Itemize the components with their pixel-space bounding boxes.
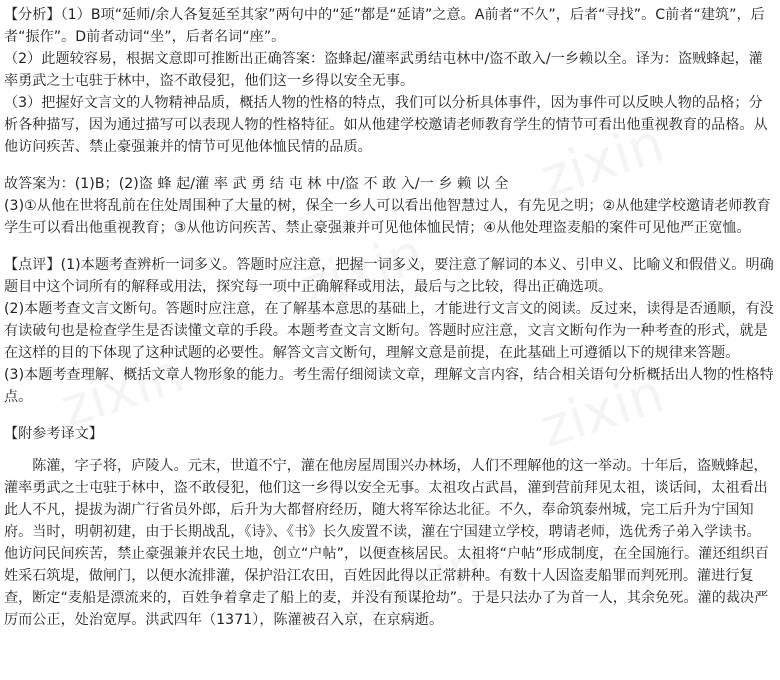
analysis-paragraph-1 (4, 4, 774, 48)
answer-line-1: 故答案为：(1)B；(2)盗 蜂 起/灌 率 武 勇 结 屯 林 中/盗 不 敢 入/一 乡 赖 以 全 (4, 176, 509, 192)
comment-section (4, 254, 774, 408)
analysis-text-1: （1）B项“延师/余人各复延至其家”两句中的“延”都是“延请”之意。A前者“不久”，后者“寻找”。C前者“建筑”，后者“振作”。D前者动词“坐”，后者名词“座”。 (4, 7, 765, 45)
translation-heading: 【附参考译文】 (4, 426, 104, 442)
translation-section (4, 423, 774, 631)
analysis-tag: 【分析】 (4, 7, 61, 23)
comment-paragraph-2: (2)本题考查文言文断句。答题时应注意，在了解基本意思的基础上，才能进行文言文的阅读。反过来，读得是否通顺，有没有读破句也是检查学生是否读懂文章的手段。本题考查文言文断句。答题时应注意，文言文断句作为一种考查的形式，就是在这样的目的下体现了这种试题的必要性。解答文言文断句，理解文意是前提，在此基础上可遵循以下的规律来答题。 (4, 301, 774, 361)
document-body (4, 0, 774, 631)
comment-paragraph-1 (4, 254, 774, 298)
analysis-paragraph-3: （3）把握好文言文的人物精神品质，概括人物的性格的特点，我们可以分析具体事件，因为事件可以反映人物的品格；分析各种描写，因为通过描写可以表现人物的性格特征。如从他建学校邀请老师教育学生的情节可看出他重视教育的品格。从他访问疾苦、禁止豪强兼并的情节可见他体恤民情的品质。 (4, 95, 768, 155)
translation-body: 陈灌，字子将，庐陵人。元末，世道不宁，灌在他房屋周围兴办林场，人们不理解他的这一举动。十年后，盗贼蜂起，灌率勇武之士屯驻于林中，盗不敢侵犯，他们这一乡得以安全无事。太祖攻占武昌，灌到营前拜见太祖，谈话间，太祖看出此人不凡，提拔为湖广行省员外郎，后升为大都督府经历，随大将军徐达北征。不久，奉命筑泰州城，完工后升为宁国知府。当时，明朝初建，由于长期战乱，《诗》、《书》长久废置不读，灌在宁国建立学校，聘请老师，选优秀子弟入学读书。他访问民间疾苦，禁止豪强兼并农民土地，创立“户帖”，以便查核居民。太祖将“户帖”形成制度，在全国施行。灌还组织百姓采石筑堤，做闸门，以便水流排灌，保护沿江农田，百姓因此得以正常耕种。有数十人因盗麦船罪而判死刑。灌进行复查，断定“麦船是漂流来的，百姓争着拿走了船上的麦，并没有预谋抢劫”。于是只法办了为首一人，其余免死。灌的裁决严厉而公正，处治宽厚。洪武四年（1371），陈灌被召入京，在京病逝。 (4, 458, 769, 628)
comment-tag: 【点评】 (4, 257, 61, 273)
comment-paragraph-3: (3)本题考查理解、概括文章人物形象的能力。考生需仔细阅读文章，理解文言内容，结合相关语句分析概括出人物的性格特点。 (4, 367, 774, 405)
answer-line-2: (3)①从他在世将乱前在住处周围种了大量的树，保全一乡人可以看出他智慧过人，有先见之明；②从他建学校邀请老师教育学生可以看出他重视教育；③从他访问疾苦、禁止豪强兼并可见他体恤民情；④从他处理盗麦船的案件可见他严正宽恤。 (4, 198, 771, 236)
analysis-paragraph-2: （2）此题较容易，根据文意即可推断出正确答案：盗蜂起/灌率武勇结屯林中/盗不敢入/一乡赖以全。译为：盗贼蜂起，灌率勇武之士屯驻于林中，盗不敢侵犯，他们这一乡得以安全无事。 (4, 51, 763, 89)
analysis-section (4, 4, 774, 158)
comment-text-1: (1)本题考查辨析一词多义。答题时应注意，把握一词多义，要注意了解词的本义、引申义、比喻义和假借义。明确题目中这个词所有的解释或用法，探究每一项中正确解释或用法，最后与之比较，得出正确选项。 (4, 257, 774, 295)
answer-section (4, 173, 774, 239)
